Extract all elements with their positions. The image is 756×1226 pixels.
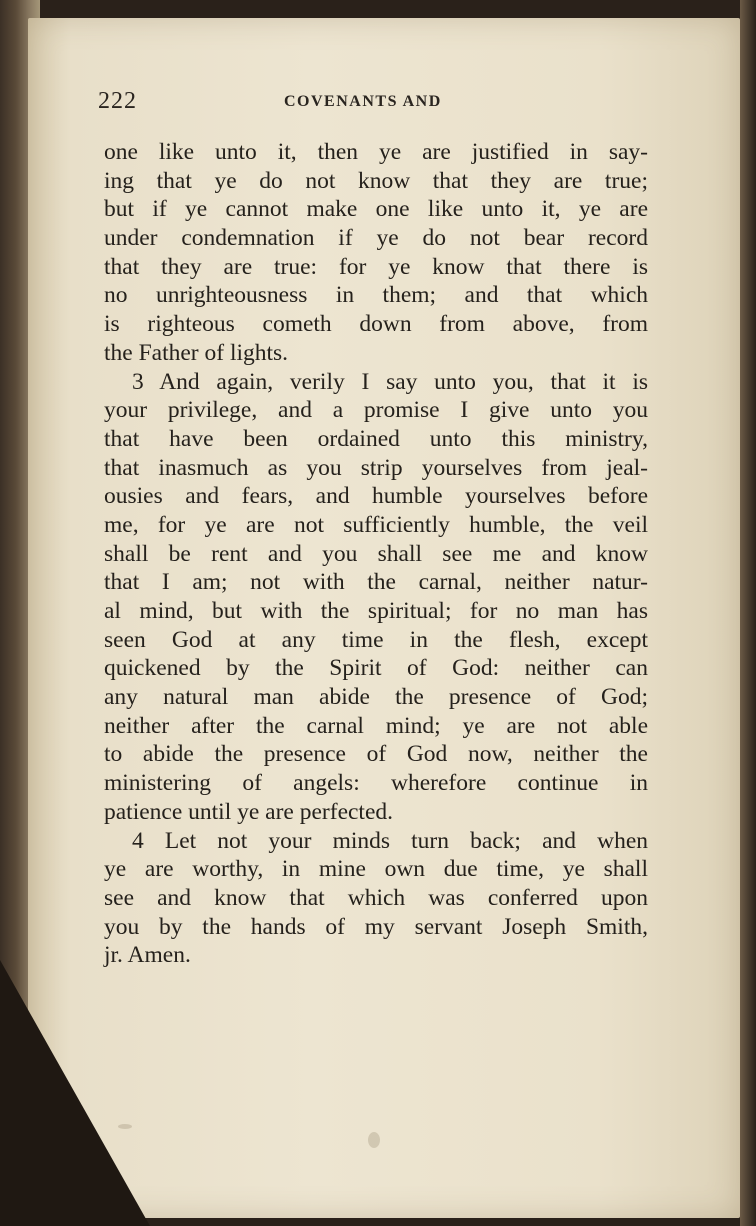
text-line: al mind, but with the spiritual; for no man has (104, 598, 648, 624)
text-line: seen God at any time in the flesh, except (104, 626, 648, 653)
text-line: quickened by the Spirit of God: neither can (104, 655, 648, 682)
text-line: shall be rent and you shall see me and know (104, 540, 648, 567)
text-line: to abide the presence of God now, neither the (104, 741, 648, 768)
text-line: no unrighteousness in them; and that which (104, 282, 648, 309)
text-line: neither after the carnal mind; ye are not able (104, 712, 648, 739)
paper-smudge (118, 1124, 132, 1129)
page-number: 222 (98, 88, 137, 114)
text-line: under condemnation if ye do not bear record (104, 225, 648, 252)
text-line: jr. Amen. (104, 942, 191, 969)
running-title: COVENANTS AND (284, 93, 442, 110)
text-line: ye are worthy, in mine own due time, ye shall (104, 856, 648, 883)
text-line: any natural man abide the presence of God; (104, 684, 648, 711)
text-line: ministering of angels: wherefore continue in (104, 770, 648, 797)
text-line: that have been ordained unto this ministry, (104, 425, 648, 452)
page-corner-shadow (0, 960, 150, 1226)
paragraph-start-line: 4 Let not your minds turn back; and when (132, 827, 648, 854)
text-line: but if ye cannot make one like unto it, ye are (104, 196, 648, 223)
page-edge (740, 0, 756, 1226)
text-line: ousies and fears, and humble yourselves before (104, 483, 648, 510)
page-header (98, 88, 658, 118)
text-line: that they are true: for ye know that there is (104, 253, 648, 280)
text-line: ing that ye do not know that they are true; (104, 167, 648, 194)
text-line: me, for ye are not sufficiently humble, the veil (104, 511, 648, 538)
text-line: see and know that which was conferred upon (104, 884, 648, 911)
text-line: you by the hands of my servant Joseph Smith, (104, 913, 648, 940)
text-line: the Father of lights. (104, 339, 289, 366)
text-line: that inasmuch as you strip yourselves from jeal- (104, 454, 648, 481)
paragraph-start-line: 3 And again, verily I say unto you, that it is (132, 368, 648, 395)
text-line: patience until ye are perfected. (104, 798, 394, 825)
page-body (104, 138, 648, 970)
text-line: your privilege, and a promise I give unto you (104, 397, 648, 424)
paper-smudge (368, 1132, 380, 1148)
text-line: is righteous cometh down from above, from (104, 311, 648, 338)
text-line: one like unto it, then ye are justified in say- (104, 139, 648, 165)
text-line: that I am; not with the carnal, neither natur- (104, 569, 648, 596)
